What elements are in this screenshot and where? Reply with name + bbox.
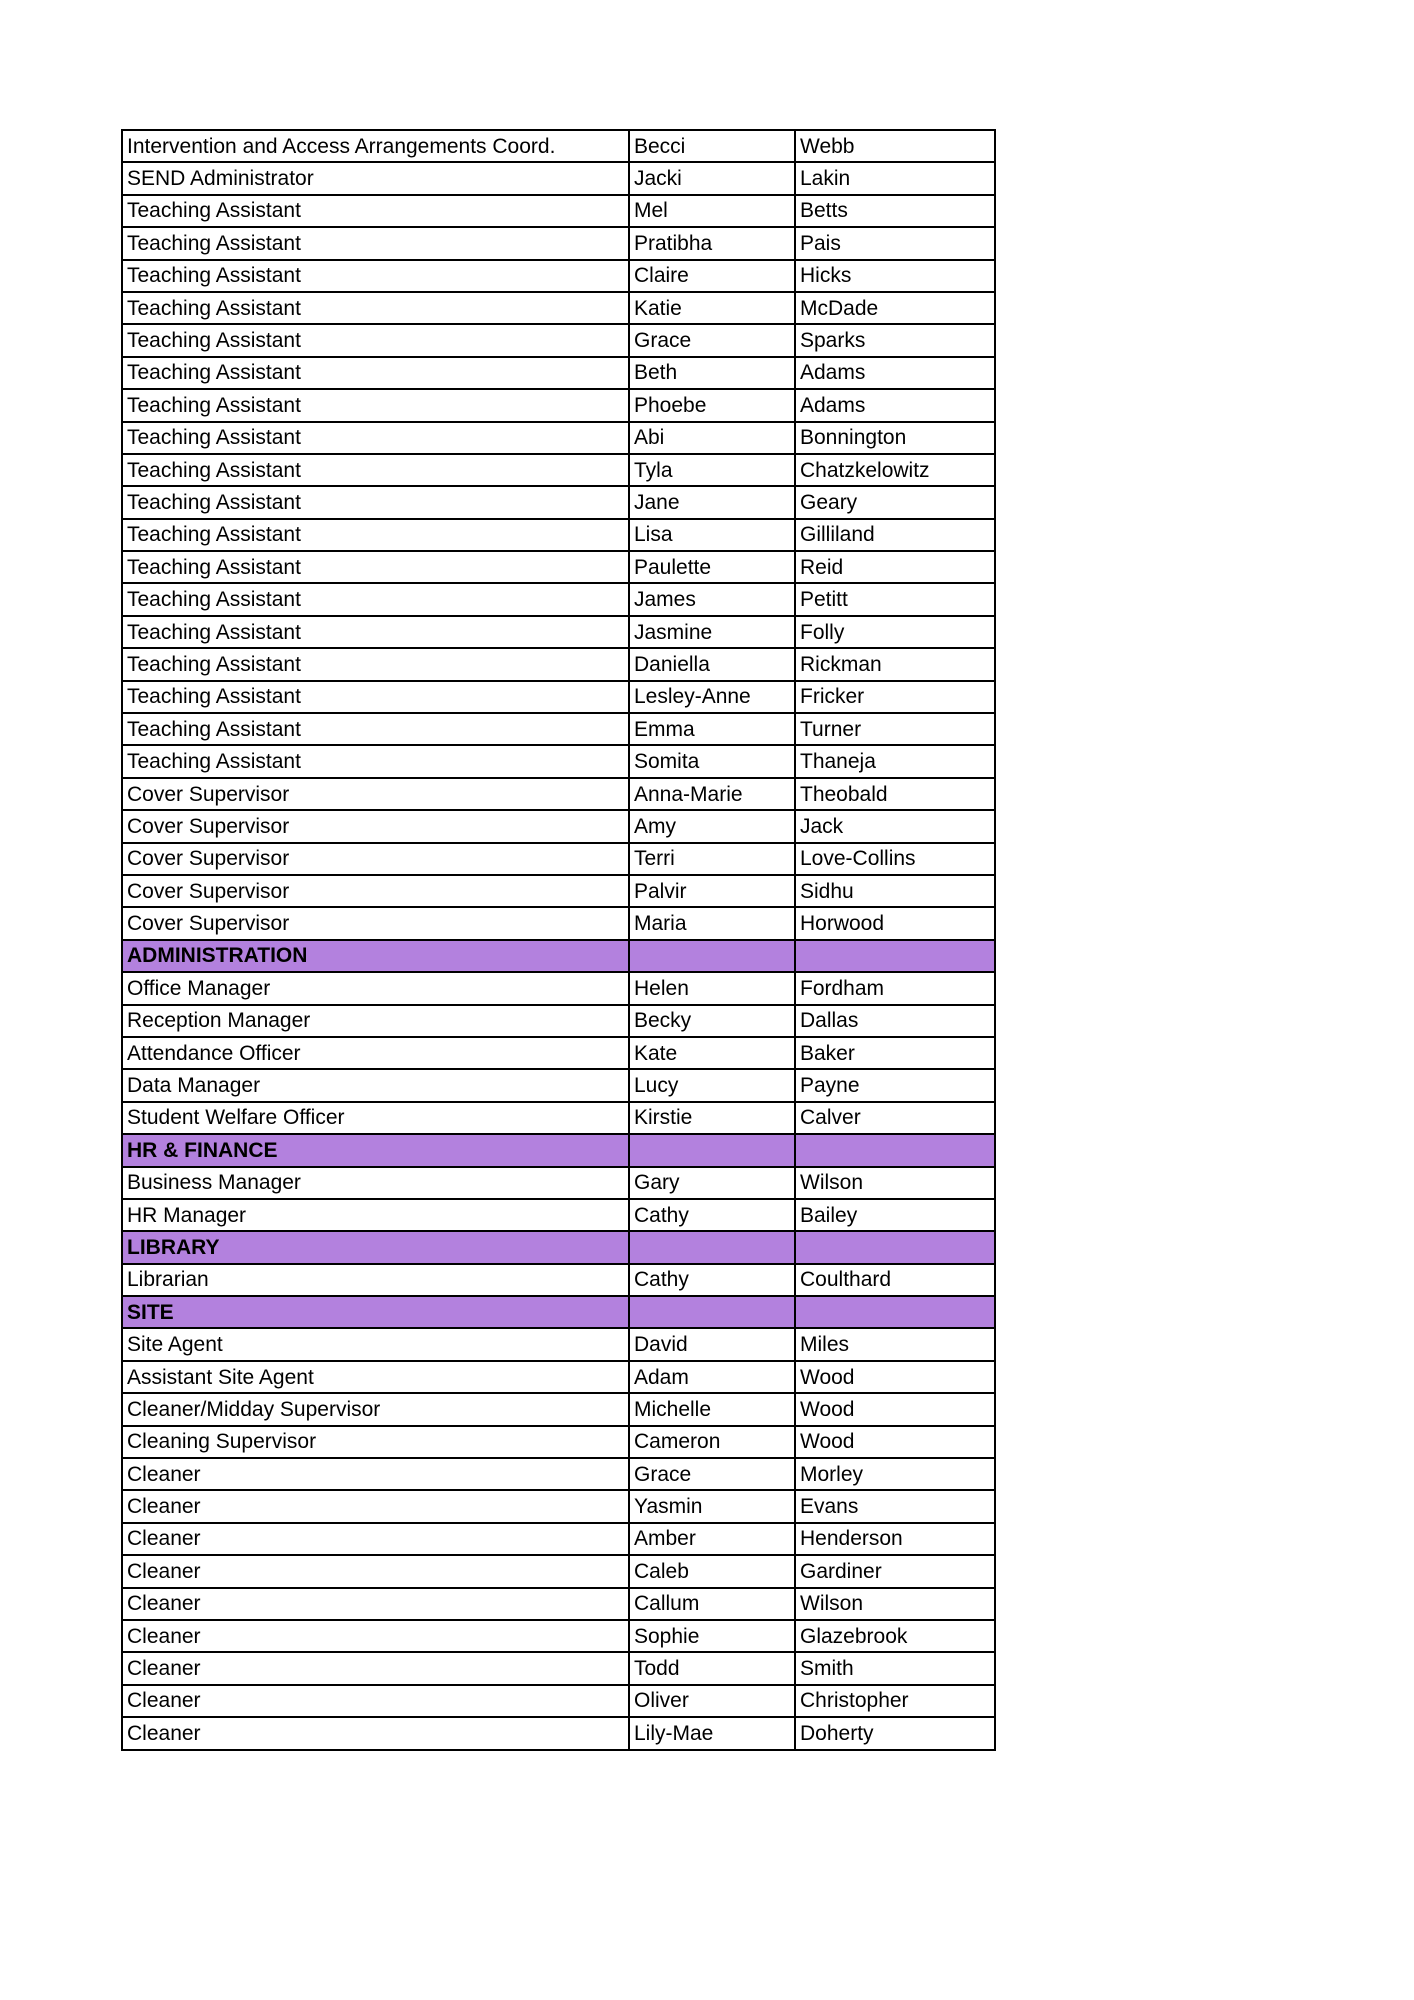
role-cell: HR Manager	[122, 1199, 629, 1231]
role-cell: Cover Supervisor	[122, 843, 629, 875]
first-name-cell: Amber	[629, 1523, 795, 1555]
role-cell: Cleaner	[122, 1555, 629, 1587]
role-cell: Student Welfare Officer	[122, 1102, 629, 1134]
table-row	[122, 1393, 995, 1425]
first-name-cell: Grace	[629, 324, 795, 356]
last-name-cell: Bonnington	[795, 422, 995, 454]
table-row	[122, 1426, 995, 1458]
table-row	[122, 260, 995, 292]
first-name-cell: Cathy	[629, 1264, 795, 1296]
table-row	[122, 357, 995, 389]
role-cell: Teaching Assistant	[122, 648, 629, 680]
last-name-cell: Christopher	[795, 1685, 995, 1717]
table-row	[122, 810, 995, 842]
last-name-cell: Smith	[795, 1652, 995, 1684]
role-cell: Teaching Assistant	[122, 357, 629, 389]
first-name-cell: Daniella	[629, 648, 795, 680]
table-row	[122, 875, 995, 907]
last-name-cell: Calver	[795, 1102, 995, 1134]
role-cell: Teaching Assistant	[122, 227, 629, 259]
last-name-cell: Jack	[795, 810, 995, 842]
last-name-cell: Folly	[795, 616, 995, 648]
first-name-cell: Somita	[629, 745, 795, 777]
table-row	[122, 486, 995, 518]
last-name-cell: Dallas	[795, 1005, 995, 1037]
role-cell: Cover Supervisor	[122, 778, 629, 810]
table-row	[122, 422, 995, 454]
table-row	[122, 324, 995, 356]
table-row	[122, 745, 995, 777]
role-cell: Assistant Site Agent	[122, 1361, 629, 1393]
first-name-cell: Grace	[629, 1458, 795, 1490]
last-name-cell: Betts	[795, 195, 995, 227]
first-name-cell: Claire	[629, 260, 795, 292]
role-cell: Teaching Assistant	[122, 324, 629, 356]
role-cell: Data Manager	[122, 1069, 629, 1101]
last-name-cell: Bailey	[795, 1199, 995, 1231]
last-name-cell: Morley	[795, 1458, 995, 1490]
table-row	[122, 843, 995, 875]
table-row	[122, 1102, 995, 1134]
table-row	[122, 1264, 995, 1296]
first-name-cell: Sophie	[629, 1620, 795, 1652]
section-title: HR & FINANCE	[122, 1134, 629, 1166]
table-row	[122, 519, 995, 551]
first-name-cell: Abi	[629, 422, 795, 454]
first-name-cell: Michelle	[629, 1393, 795, 1425]
first-name-cell: Palvir	[629, 875, 795, 907]
last-name-cell: Adams	[795, 357, 995, 389]
last-name-cell: Gardiner	[795, 1555, 995, 1587]
last-name-cell: Henderson	[795, 1523, 995, 1555]
first-name-cell: Terri	[629, 843, 795, 875]
table-row	[122, 130, 995, 162]
first-name-cell: Kate	[629, 1037, 795, 1069]
first-name-cell: Yasmin	[629, 1490, 795, 1522]
last-name-cell: Sidhu	[795, 875, 995, 907]
table-row	[122, 778, 995, 810]
table-row	[122, 292, 995, 324]
role-cell: Teaching Assistant	[122, 713, 629, 745]
role-cell: Cleaner	[122, 1620, 629, 1652]
table-row	[122, 1037, 995, 1069]
table-row	[122, 162, 995, 194]
table-row	[122, 1458, 995, 1490]
section-empty-cell	[629, 1296, 795, 1328]
last-name-cell: Thaneja	[795, 745, 995, 777]
role-cell: Office Manager	[122, 972, 629, 1004]
section-empty-cell	[795, 940, 995, 972]
last-name-cell: Love-Collins	[795, 843, 995, 875]
table-row	[122, 1523, 995, 1555]
role-cell: Reception Manager	[122, 1005, 629, 1037]
first-name-cell: Mel	[629, 195, 795, 227]
table-row	[122, 1361, 995, 1393]
first-name-cell: Cathy	[629, 1199, 795, 1231]
role-cell: Cover Supervisor	[122, 907, 629, 939]
first-name-cell: Katie	[629, 292, 795, 324]
last-name-cell: Miles	[795, 1328, 995, 1360]
last-name-cell: Doherty	[795, 1717, 995, 1749]
last-name-cell: Wood	[795, 1426, 995, 1458]
first-name-cell: Paulette	[629, 551, 795, 583]
table-row	[122, 1588, 995, 1620]
role-cell: SEND Administrator	[122, 162, 629, 194]
last-name-cell: Reid	[795, 551, 995, 583]
role-cell: Teaching Assistant	[122, 260, 629, 292]
last-name-cell: Turner	[795, 713, 995, 745]
last-name-cell: Horwood	[795, 907, 995, 939]
role-cell: Teaching Assistant	[122, 292, 629, 324]
section-empty-cell	[795, 1134, 995, 1166]
role-cell: Intervention and Access Arrangements Coord.	[122, 130, 629, 162]
first-name-cell: Kirstie	[629, 1102, 795, 1134]
last-name-cell: Hicks	[795, 260, 995, 292]
last-name-cell: Fordham	[795, 972, 995, 1004]
table-row	[122, 1555, 995, 1587]
table-row	[122, 713, 995, 745]
role-cell: Teaching Assistant	[122, 486, 629, 518]
last-name-cell: Theobald	[795, 778, 995, 810]
table-row	[122, 1005, 995, 1037]
first-name-cell: Emma	[629, 713, 795, 745]
last-name-cell: Sparks	[795, 324, 995, 356]
role-cell: Teaching Assistant	[122, 616, 629, 648]
table-row	[122, 1328, 995, 1360]
table-row	[122, 1685, 995, 1717]
role-cell: Cleaner	[122, 1490, 629, 1522]
first-name-cell: Callum	[629, 1588, 795, 1620]
first-name-cell: Jacki	[629, 162, 795, 194]
table-row	[122, 972, 995, 1004]
first-name-cell: Jasmine	[629, 616, 795, 648]
table-row	[122, 648, 995, 680]
role-cell: Teaching Assistant	[122, 583, 629, 615]
first-name-cell: Beth	[629, 357, 795, 389]
role-cell: Teaching Assistant	[122, 389, 629, 421]
first-name-cell: Gary	[629, 1167, 795, 1199]
last-name-cell: Wood	[795, 1393, 995, 1425]
table-row	[122, 681, 995, 713]
role-cell: Cleaner	[122, 1685, 629, 1717]
table-row	[122, 616, 995, 648]
last-name-cell: Adams	[795, 389, 995, 421]
last-name-cell: McDade	[795, 292, 995, 324]
staff-table-body	[122, 130, 995, 1750]
last-name-cell: Wood	[795, 1361, 995, 1393]
role-cell: Cleaning Supervisor	[122, 1426, 629, 1458]
section-empty-cell	[629, 940, 795, 972]
first-name-cell: Pratibha	[629, 227, 795, 259]
role-cell: Teaching Assistant	[122, 195, 629, 227]
role-cell: Site Agent	[122, 1328, 629, 1360]
table-row	[122, 1620, 995, 1652]
first-name-cell: Oliver	[629, 1685, 795, 1717]
last-name-cell: Geary	[795, 486, 995, 518]
first-name-cell: Lily-Mae	[629, 1717, 795, 1749]
table-row	[122, 389, 995, 421]
section-empty-cell	[795, 1231, 995, 1263]
section-empty-cell	[795, 1296, 995, 1328]
first-name-cell: Tyla	[629, 454, 795, 486]
first-name-cell: Lisa	[629, 519, 795, 551]
last-name-cell: Chatzkelowitz	[795, 454, 995, 486]
table-row	[122, 1167, 995, 1199]
role-cell: Teaching Assistant	[122, 454, 629, 486]
first-name-cell: Lucy	[629, 1069, 795, 1101]
table-row	[122, 1717, 995, 1749]
first-name-cell: David	[629, 1328, 795, 1360]
table-row	[122, 1069, 995, 1101]
table-row	[122, 1652, 995, 1684]
table-row	[122, 454, 995, 486]
last-name-cell: Fricker	[795, 681, 995, 713]
role-cell: Business Manager	[122, 1167, 629, 1199]
table-row	[122, 195, 995, 227]
section-header-row	[122, 1296, 995, 1328]
section-header-row	[122, 1231, 995, 1263]
section-empty-cell	[629, 1134, 795, 1166]
section-empty-cell	[629, 1231, 795, 1263]
last-name-cell: Glazebrook	[795, 1620, 995, 1652]
first-name-cell: Cameron	[629, 1426, 795, 1458]
first-name-cell: Jane	[629, 486, 795, 518]
role-cell: Cleaner	[122, 1652, 629, 1684]
last-name-cell: Petitt	[795, 583, 995, 615]
first-name-cell: Caleb	[629, 1555, 795, 1587]
table-row	[122, 1199, 995, 1231]
first-name-cell: Becky	[629, 1005, 795, 1037]
first-name-cell: Adam	[629, 1361, 795, 1393]
role-cell: Teaching Assistant	[122, 681, 629, 713]
role-cell: Cleaner	[122, 1717, 629, 1749]
section-title: SITE	[122, 1296, 629, 1328]
first-name-cell: Lesley-Anne	[629, 681, 795, 713]
last-name-cell: Wilson	[795, 1167, 995, 1199]
table-row	[122, 1490, 995, 1522]
first-name-cell: Anna-Marie	[629, 778, 795, 810]
role-cell: Librarian	[122, 1264, 629, 1296]
role-cell: Cleaner	[122, 1523, 629, 1555]
role-cell: Attendance Officer	[122, 1037, 629, 1069]
last-name-cell: Baker	[795, 1037, 995, 1069]
first-name-cell: Becci	[629, 130, 795, 162]
first-name-cell: Amy	[629, 810, 795, 842]
last-name-cell: Payne	[795, 1069, 995, 1101]
table-row	[122, 907, 995, 939]
role-cell: Cover Supervisor	[122, 875, 629, 907]
last-name-cell: Wilson	[795, 1588, 995, 1620]
first-name-cell: Phoebe	[629, 389, 795, 421]
role-cell: Teaching Assistant	[122, 519, 629, 551]
last-name-cell: Coulthard	[795, 1264, 995, 1296]
last-name-cell: Lakin	[795, 162, 995, 194]
first-name-cell: Todd	[629, 1652, 795, 1684]
last-name-cell: Pais	[795, 227, 995, 259]
last-name-cell: Evans	[795, 1490, 995, 1522]
section-title: ADMINISTRATION	[122, 940, 629, 972]
staff-table	[121, 129, 996, 1751]
section-title: LIBRARY	[122, 1231, 629, 1263]
first-name-cell: James	[629, 583, 795, 615]
section-header-row	[122, 940, 995, 972]
table-row	[122, 551, 995, 583]
first-name-cell: Helen	[629, 972, 795, 1004]
last-name-cell: Webb	[795, 130, 995, 162]
role-cell: Teaching Assistant	[122, 422, 629, 454]
role-cell: Teaching Assistant	[122, 551, 629, 583]
role-cell: Cleaner/Midday Supervisor	[122, 1393, 629, 1425]
first-name-cell: Maria	[629, 907, 795, 939]
table-row	[122, 583, 995, 615]
role-cell: Cleaner	[122, 1588, 629, 1620]
section-header-row	[122, 1134, 995, 1166]
role-cell: Cleaner	[122, 1458, 629, 1490]
role-cell: Cover Supervisor	[122, 810, 629, 842]
table-row	[122, 227, 995, 259]
last-name-cell: Gilliland	[795, 519, 995, 551]
last-name-cell: Rickman	[795, 648, 995, 680]
role-cell: Teaching Assistant	[122, 745, 629, 777]
